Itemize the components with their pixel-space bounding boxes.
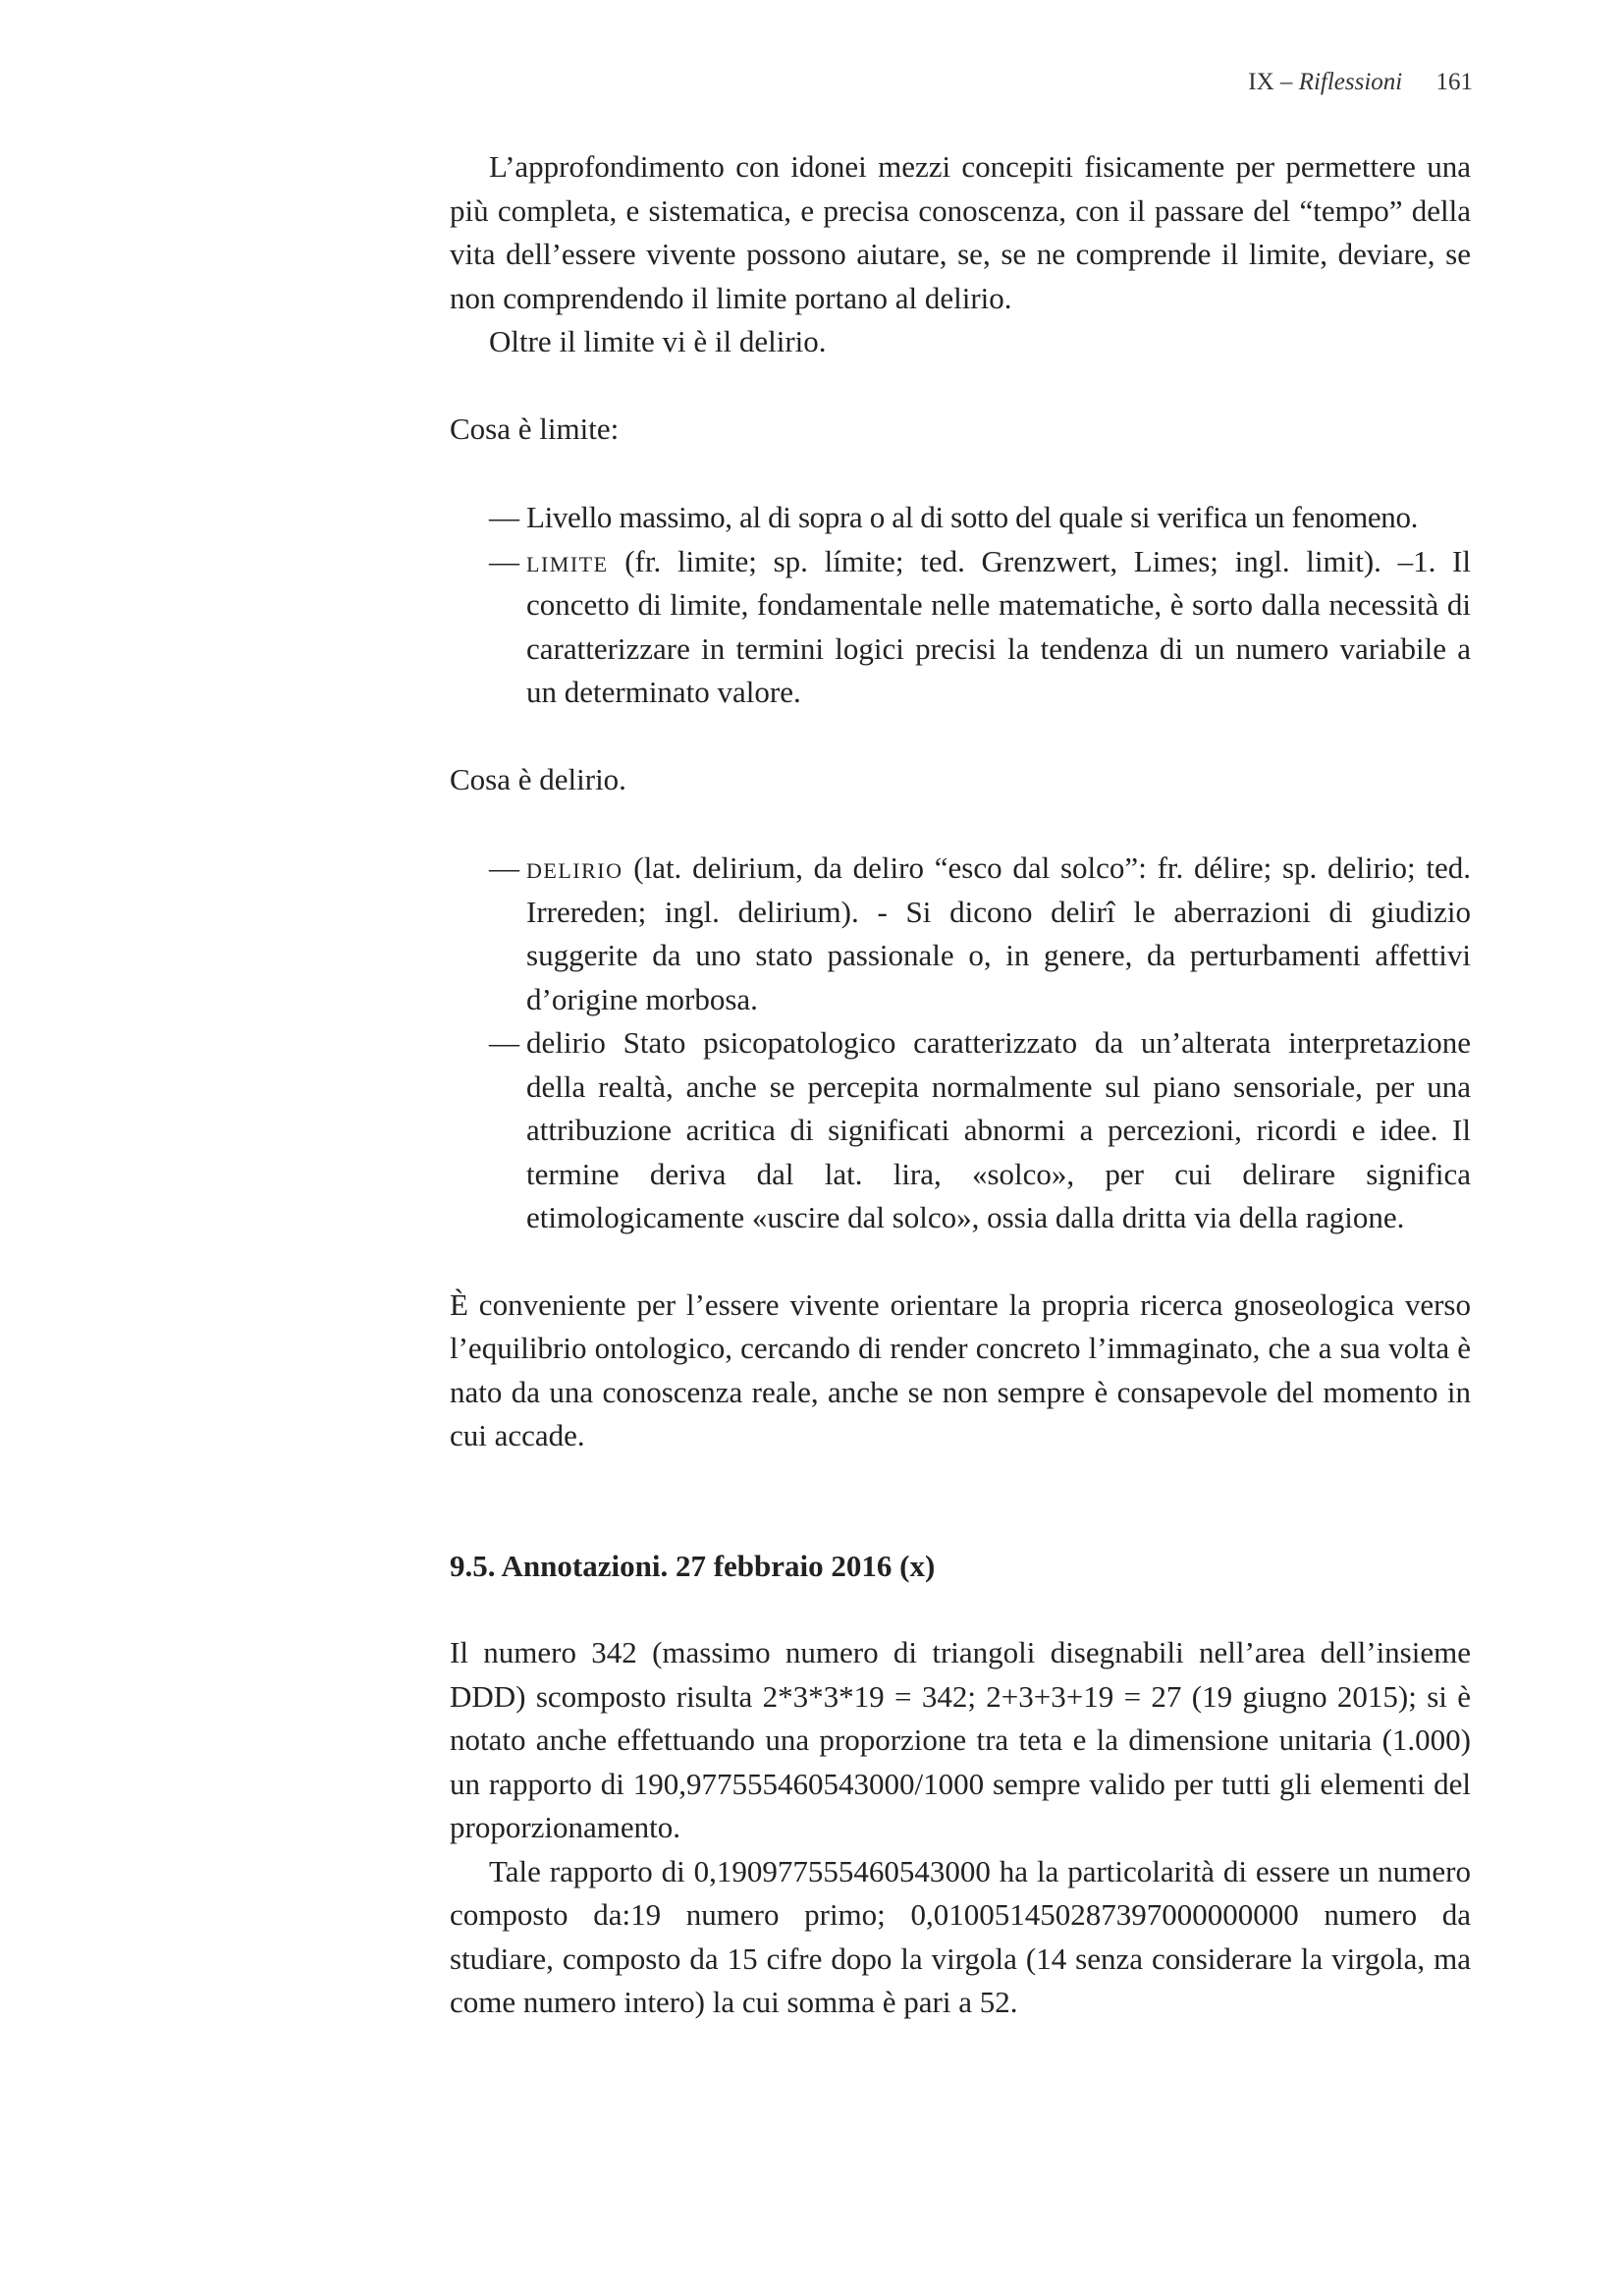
heading-cosa-delirio: Cosa è delirio. [450, 761, 626, 796]
paragraph-rapporto: Tale rapporto di 0,190977555460543000 ha la particolarità di essere un numero composto da:19 numero primo; 0,010051450287397000000000 numero da studiare, composto da 15 cifre dopo la virgola (14 senza considerare la virgola, ma come numero intero) la cui somma è pari a 52. [450, 1853, 1471, 2019]
page-number: 161 [1435, 69, 1473, 95]
paragraph-numero-342: Il numero 342 (massimo numero di triangoli disegnabili nell’area dell’insieme DDD) scomposto risulta 2*3*3*19 = 342; 2+3+3+19 = 27 (19 giugno 2015); si è notato anche effettuando una proporzione tra teta e la dimensione unitaria (1.000) un rapporto di 190,977555460543000/1000 sempre valido per tutti gli elementi del proporzionamento. [450, 1635, 1471, 1844]
limite-definition-1 [450, 496, 1471, 540]
em-dash: — [489, 850, 519, 885]
page-body [450, 145, 1471, 2025]
delirio-definition-1 [450, 847, 1471, 1021]
limite-definition-2 [450, 540, 1471, 715]
running-header [1248, 69, 1473, 96]
paragraph-approfondimento: L’approfondimento con idonei mezzi concepiti fisicamente per permettere una più completa, e sistematica, e precisa conoscenza, con il passare del “tempo” della vita dell’essere vivente possono aiutare, se, se ne comprende il limite, deviare, se non comprendendo il limite portano al delirio. [450, 149, 1471, 315]
paragraph-conveniente: È conveniente per l’essere vivente orientare la propria ricerca gnoseologica verso l’equilibrio ontologico, cercando di render concreto l’immaginato, che a sua volta è nato da una conoscenza reale, anche se non sempre è consapevole del momento in cui accade. [450, 1286, 1471, 1452]
header-title: Riflessioni [1298, 69, 1403, 95]
delirio-definition-text: delirio Stato psicopatologico caratterizzato da un’alterata interpretazione della realtà, anche se percepita normalmente sul piano sensoriale, per una attribuzione acritica di significati abnormi a percezioni, ricordi e idee. Il termine deriva dal lat. lira, «solco», per cui delirare significa etimologicamente «uscire dal solco», ossia dalla dritta via della ragione. [526, 1025, 1471, 1234]
em-dash: — [489, 500, 519, 534]
heading-cosa-limite: Cosa è limite: [450, 410, 620, 446]
delirio-definition-2 [450, 1021, 1471, 1240]
delirio-term: delirio [526, 850, 623, 885]
section-heading: 9.5. Annotazioni. 27 febbraio 2016 (x) [450, 1548, 936, 1583]
paragraph-oltre-limite: Oltre il limite vi è il delirio. [489, 324, 827, 358]
limite-definition-text: Livello massimo, al di sopra o al di sotto del quale si verifica un fenomeno. [526, 500, 1419, 534]
delirio-definition-text: (lat. delirium, da deliro “esco dal solco”: fr. délire; sp. delirio; ted. Irrereden; ingl. delirium). - Si dicono delirî le aberrazioni di giudizio suggerite da uno stato passionale o, in genere, da perturbamenti affettivi d’origine morbosa. [526, 850, 1471, 1016]
header-chapter: IX – [1248, 69, 1293, 95]
limite-term: limite [526, 543, 609, 578]
limite-definition-text: (fr. limite; sp. límite; ted. Grenzwert, Limes; ingl. limit). –1. Il concetto di limite, fondamentale nelle matematiche, è sorto dalla necessità di caratterizzare in termini logici precisi la tendenza di un numero variabile a un determinato valore. [526, 543, 1471, 709]
em-dash: — [489, 543, 519, 578]
em-dash: — [489, 1025, 519, 1060]
